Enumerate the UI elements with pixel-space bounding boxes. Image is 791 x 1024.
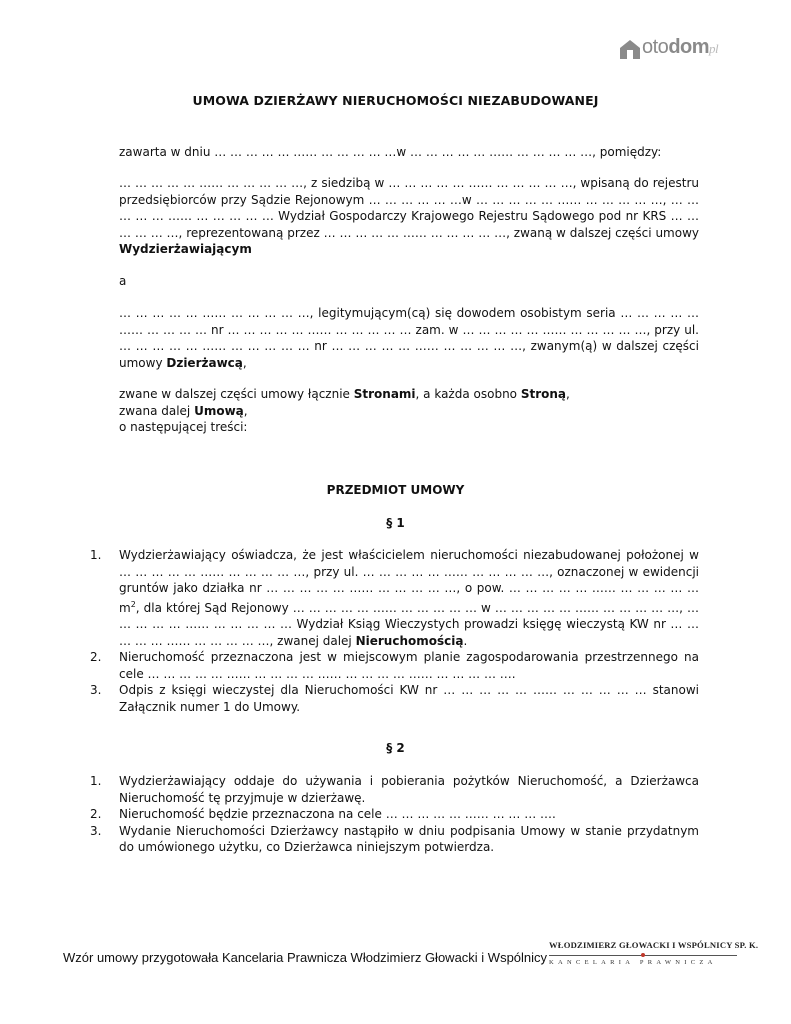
list-item: 1. Wydzierżawiający oddaje do używania i pobierania pożytków Nieruchomość, a Dzierżawca Nieruchomość tę przyjmuje w dzierżawę. [90, 774, 699, 805]
parties-paragraph [119, 386, 699, 436]
paragraph-1-list [90, 547, 699, 715]
paragraph-1-label: § 1 [386, 516, 405, 530]
house-icon [618, 37, 642, 61]
party2-role: Dzierżawcą [166, 355, 243, 370]
list-item: 1. Wydzierżawiający oświadcza, że jest właścicielem nieruchomości niezabudowanej położonej w … … … … … …… … … … … …, przy ul. … … … … … …… … … … … …, oznaczonej w ewidencji gruntów jako działka nr … … … … … …… … … … … …, o pow. … … … … … …… … … … … … $m^2$, dla której Sąd Rejonowy … … … … … …… … … … … … w … … … … … …… … … … … …, … … … … … …… … … … … … Wydział Ksiąg Wieczystych prowadzi księgę wieczystą KW nr … … … … … …… … … … … …, zwanej dalej Nieruchomością. [90, 548, 699, 648]
document-title: UMOWA DZIERŻAWY NIERUCHOMOŚCI NIEZABUDOWANEJ [192, 93, 599, 108]
party1-paragraph: … … … … … …… … … … … …, z siedzibą w … … … … … …… … … … … …, wpisaną do rejestru przedsiębiorców przy Sądzie Rejonowym … … … … … …w … … … … … …… … … … … …, … … … … … …… … … … … … Wydział Gospodarczy Krajowego Rejestru Sądowego pod nr KRS … … … … … …, reprezentowaną przez … … … … … …… … … … … …, zwaną w dalszej części umowy Wydzierżawiającym [119, 176, 699, 256]
firm-divider [549, 955, 737, 956]
firm-logo [549, 940, 759, 966]
list-item: 2. Nieruchomość przeznaczona jest w miejscowym planie zagospodarowania przestrzennego na cele … … … … … …… … … … … …… … … … … …… … … … … …. [90, 650, 699, 681]
parties-line: zwane w dalszej części umowy łącznie Stronami, a każda osobno Stroną, [119, 387, 570, 401]
firm-subtitle: KANCELARIA PRAWNICZA [549, 959, 717, 966]
party2-paragraph: … … … … … …… … … … … …, legitymującym(cą) się dowodem osobistym seria … … … … … …… … … … … nr … … … … … …… … … … … … zam. w … … … … … …… … … … … …, przy ul. … … … … … …… … … … … … nr … … … … … …… … … … … …, zwanym(ą) w dalszej części umowy Dzierżawcą, [119, 306, 699, 370]
agreement-line: zwana dalej Umową, [119, 403, 248, 418]
paragraph-2-label: § 2 [386, 741, 405, 755]
list-item: 2. Nieruchomość będzie przeznaczona na cele … … … … … …… … … … …. [90, 807, 556, 821]
footer-note: Wzór umowy przygotowała Kancelaria Prawnicza Włodzimierz Głowacki i Wspólnicy [63, 950, 548, 965]
dot-icon [641, 953, 645, 957]
logo-wordmark: otodompl [642, 36, 719, 58]
and-line: a [119, 274, 127, 288]
content-line: o następującej treści: [119, 420, 248, 434]
list-item: 3. Wydanie Nieruchomości Dzierżawcy nastąpiło w dniu podpisania Umowy w stanie przydatnym do umówionego użytku, co Dzierżawca niniejszym potwierdza. [90, 823, 699, 854]
date-line: zawarta w dniu … … … … … …… … … … … …w … … … … … …… … … … … …, pomiędzy: [119, 145, 662, 159]
firm-name: WŁODZIMIERZ GŁOWACKI I WSPÓLNICY SP. K. [549, 940, 759, 950]
paragraph-2-list [90, 773, 699, 856]
list-item: 3. Odpis z księgi wieczystej dla Nieruchomości KW nr … … … … … …… … … … … … stanowi Załącznik numer 1 do Umowy. [90, 683, 699, 714]
section-title: PRZEDMIOT UMOWY [326, 483, 465, 497]
party1-role: Wydzierżawiającym [119, 242, 252, 256]
otodom-logo [618, 32, 743, 68]
